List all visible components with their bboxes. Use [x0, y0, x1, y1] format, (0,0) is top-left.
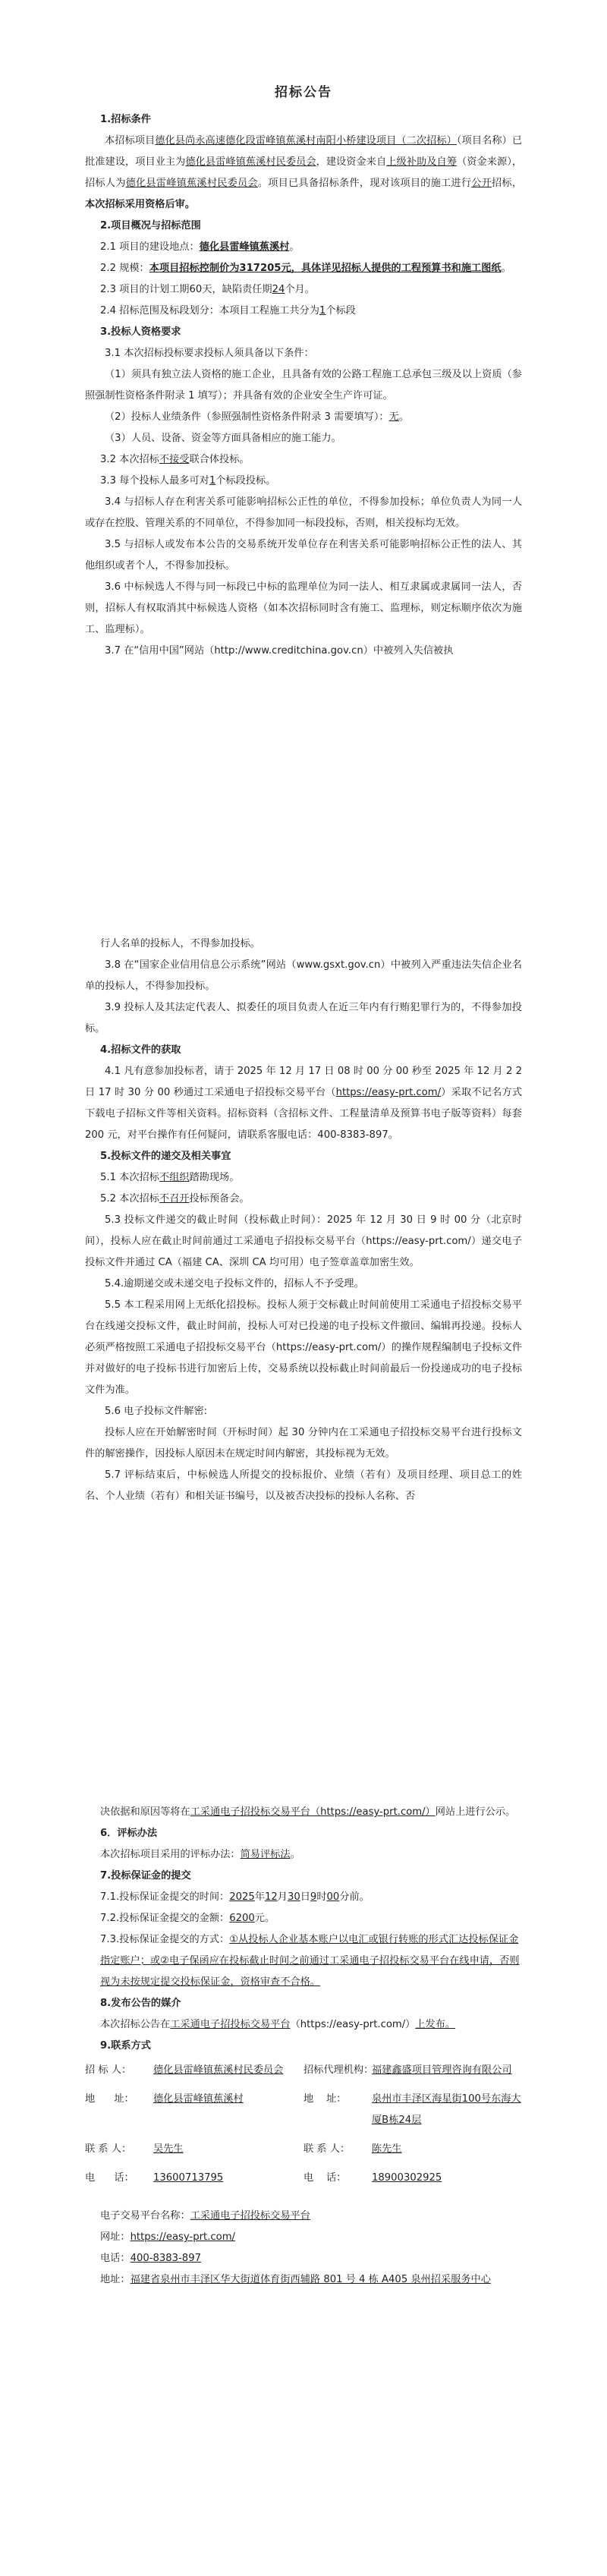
section-6-heading: 6．评标办法: [100, 1828, 158, 1839]
section-2-heading: 2.项目概况与招标范围: [100, 220, 201, 231]
platform-site-line: 网址：https://easy-prt.com/: [100, 2231, 235, 2243]
section-3-1: 3.1 本次招标投标要求投标人须具备以下条件：: [105, 348, 314, 359]
tenderer-contact: 吴先生: [153, 2143, 184, 2155]
section-3-7: 3.7 在“信用中国”网站（http://www.creditchina.gov.cn）中被列入失信被执: [105, 645, 454, 657]
section-3-7-cont: 行人名单的投标人，不得参加投标。: [100, 938, 260, 949]
section-2-2: 2.2 规模：本项目招标控制价为317205元，具体详见招标人提供的工程预算书和施工图纸。: [100, 263, 511, 274]
section-7-2: 7.2.投标保证金提交的金额：6200元。: [100, 1913, 275, 1924]
section-9-heading: 9.联系方式: [100, 2040, 151, 2052]
section-3-1-c: （3）人员、设备、资金等方面具备相应的施工能力。: [105, 433, 341, 444]
section-5-4: 5.4.逾期递交或未递交电子投标文件的，招标人不予受理。: [105, 1278, 364, 1290]
section-3-1-b: （2）投标人业绩条件（参照强制性资格条件附录 3 需要填写）：无。: [105, 411, 409, 423]
agent-address: 泉州市丰泽区海星街100号东海大厦B栋24层: [372, 2093, 521, 2126]
section-2-4: 2.4 招标范围及标段划分：本项目工程施工共分为1个标段: [100, 305, 356, 316]
section-2-3: 2.3 项目的计划工期60天，缺陷责任期24个月。: [100, 284, 315, 295]
section-3-5: 3.5 与招标人或发布本公告的交易系统开发单位存在利害关系可能影响招标公正性的法人、其他组织或者个人，不得参加投标。: [85, 539, 522, 572]
platform-tel-line: 电话：400-8383-897: [100, 2253, 201, 2264]
page-title: 招标公告: [275, 85, 332, 100]
contact-row-address: 地 址： 德化县雷峰镇蕉溪村 地 址： 泉州市丰泽区海星街100号东海大厦B栋24层: [85, 2089, 522, 2131]
section-3-3: 3.3 每个投标人最多可对1个标段投标。: [100, 475, 276, 487]
section-3-1-a: （1）须具有独立法人资格的施工企业，且具备有效的公路工程施工总承包三级及以上资质（参照强制性资格条件附录 1 填写）；并具备有效的企业安全生产许可证。: [85, 369, 522, 402]
section-8-heading: 8.发布公告的媒介: [100, 1998, 181, 2009]
document-page-3: [0, 1791, 607, 2573]
contact-row-name: 招 标 人： 德化县雷峰镇蕉溪村民委员会 招标代理机构： 福建鑫盛项目管理咨询有限公司: [85, 2060, 522, 2081]
section-4-heading: 4.招标文件的获取: [100, 1044, 181, 1056]
section-3-6: 3.6 中标候选人不得与同一标段已中标的监理单位为同一法人、相互隶属或隶属同一法人，否则，招标人有权取消其中标候选人资格（如本次招标同时含有施工、监理标，则定标顺序依次为施工、监理标）。: [85, 581, 522, 635]
agent-contact: 陈先生: [372, 2143, 402, 2155]
section-1-text: 本招标项目德化县尚永高速德化段雷峰镇蕉溪村南阳小桥建设项目（二次招标）（项目名称）已批准建设，项目业主为德化县雷峰镇蕉溪村民委员会，建设资金来自上级补助及自筹（资金来源），招标人为德化县雷峰镇蕉溪村民委员会。项目已具备招标条件，现对该项目的施工进行公开招标，本次招标采用资格后审。: [85, 135, 523, 210]
tenderer-address: 德化县雷峰镇蕉溪村: [153, 2093, 244, 2105]
document-page-1: [0, 0, 607, 759]
section-5-1: 5.1 本次招标不组织踏勘现场。: [100, 1172, 240, 1183]
section-7-heading: 7.投标保证金的提交: [100, 1870, 191, 1882]
section-5-6-text: 投标人应在开始解密时间（开标时间）起 30 分钟内在工采通电子招投标交易平台进行投标文件的解密操作，因投标人原因未在规定时间内解密，其投标视为无效。: [85, 1427, 522, 1460]
section-5-7: 5.7 评标结束后，中标候选人所提交的投标报价、业绩（若有）及项目经理、项目总工的姓名、个人业绩（若有）和相关证书编号，以及被否决投标的投标人名称、否: [85, 1469, 522, 1502]
section-8-text: 本次招标公告在工采通电子招投标交易平台（https://easy-prt.com/）上发布。: [100, 2019, 456, 2030]
section-3-9: 3.9 投标人及其法定代表人、拟委任的项目负责人在近三年内有行贿犯罪行为的，不得参加投标。: [85, 1002, 522, 1034]
agent-phone: 18900302925: [372, 2172, 442, 2184]
section-4-1: 4.1 凡有意参加投标者，请于 2025 年 12 月 17 日 08 时 00 分 00 秒至 2025 年 12 月 2 2 日 17 时 30 分 00 秒通过工采通电子招投标交易平台（https://easy-prt.com/）采取不记名方式下载电子招标文件等相关资料。招标资料（含招标文件、工程量清单及预算书电子版等资料）每套 200 元，对平台操作有任何疑问，请联系客服电话：400-8383-897。: [85, 1066, 523, 1141]
tenderer-phone: 13600713795: [153, 2172, 224, 2184]
section-3-2: 3.2 本次招标不接受联合体投标。: [100, 454, 250, 465]
section-5-heading: 5.投标文件的递交及相关事宜: [100, 1151, 231, 1162]
section-7-3: 7.3.投标保证金提交的方式：①从投标人企业基本账户以电汇或银行转账的形式汇达投标保证金指定账户；或②电子保函应在投标截止时间之前通过工采通电子招投标交易平台在线申请，否则视为未按规定提交投标保证金，资格审查不合格。: [100, 1934, 520, 1988]
section-5-2: 5.2 本次招标不召开投标预备会。: [100, 1193, 250, 1205]
section-2-1: 2.1 项目的建设地点：德化县雷峰镇蕉溪村。: [100, 241, 300, 253]
section-3-heading: 3.投标人资格要求: [100, 326, 181, 338]
section-5-6: 5.6 电子投标文件解密:: [105, 1406, 208, 1417]
section-5-5: 5.5 本工程采用网上无纸化招投标。投标人须于交标截止时间前使用工采通电子招投标交易平台在线递交投标文件，截止时间前，投标人可对已投递的电子投标文件撤回、编辑再投递。投标人必须严格按照工采通电子招投标交易平台（https://easy-prt.com/）的操作规程编制电子投标文件并对做好的电子投标书进行加密后上传，交易系统以投标截止时间前最后一份投递成功的电子投标文件为准。: [85, 1299, 522, 1396]
section-5-3: 5.3 投标文件递交的截止时间（投标截止时间）：2025 年 12 月 30 日 9 时 00 分（北京时间），投标人应在截止时间前通过工采通电子招投标交易平台（https://easy-prt.com/）递交电子投标文件并通过 CA（福建 CA、深圳 CA 均可用）电子签章盖章加密生效。: [85, 1214, 522, 1268]
document-page-2: [0, 896, 607, 1655]
platform-address-line: 地址：福建省泉州市丰泽区华大街道体育街西辅路 801 号 4 栋 A405 泉州招采服务中心: [100, 2274, 491, 2285]
section-7-1: 7.1.投标保证金提交的时间：2025年12月30日9时00分前。: [100, 1891, 370, 1903]
section-3-4: 3.4 与招标人存在利害关系可能影响招标公正性的单位，不得参加投标；单位负责人为同一人或存在控股、管理关系的不同单位，不得参加同一标段投标，否则，相关投标均无效。: [85, 496, 522, 529]
contact-row-person: 联 系 人： 吴先生 联 系 人： 陈先生: [85, 2139, 522, 2160]
section-1-heading: 1.招标条件: [100, 114, 151, 125]
section-3-8: 3.8 在“国家企业信用信息公示系统”网站（www.gsxt.gov.cn）中被列入严重违法失信企业名单的投标人，不得参加投标。: [85, 959, 522, 992]
platform-site-link[interactable]: https://easy-prt.com/: [130, 2231, 235, 2243]
agent-name: 福建鑫盛项目管理咨询有限公司: [372, 2064, 512, 2076]
contact-row-phone: 电 话： 13600713795 电 话： 18900302925: [85, 2168, 522, 2189]
section-5-7-cont: 决依据和原因等将在工采通电子招投标交易平台（https://easy-prt.com/）网站上进行公示。: [100, 1806, 516, 1818]
platform-link[interactable]: https://easy-prt.com/: [335, 1087, 442, 1098]
section-6-text: 本次招标项目采用的评标办法：简易评标法。: [100, 1849, 300, 1860]
platform-name-line: 电子交易平台名称：工采通电子招投标交易平台: [100, 2210, 310, 2222]
tenderer-name: 德化县雷峰镇蕉溪村民委员会: [153, 2064, 284, 2076]
